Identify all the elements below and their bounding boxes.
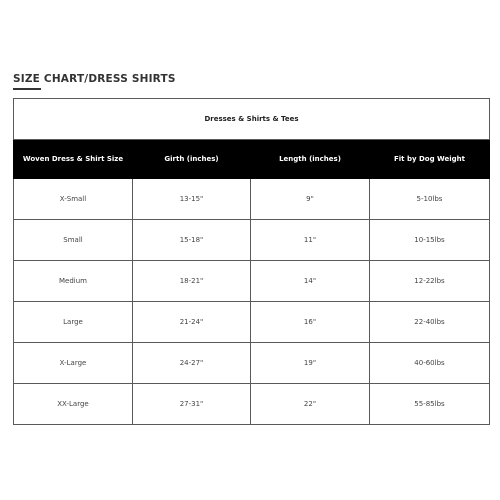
girth-cell: 27-31" (133, 384, 251, 425)
length-cell: 16" (251, 302, 370, 343)
length-cell: 14" (251, 261, 370, 302)
table-row (14, 261, 490, 302)
size-cell: Large (14, 302, 133, 343)
weight-cell: 40-60lbs (370, 343, 490, 384)
weight-cell: 12-22lbs (370, 261, 490, 302)
page-title: SIZE CHART/DRESS SHIRTS (13, 73, 176, 85)
weight-cell: 10-15lbs (370, 220, 490, 261)
weight-cell: 22-40lbs (370, 302, 490, 343)
table-header-row (14, 140, 490, 179)
table-row (14, 179, 490, 220)
girth-cell: 13-15" (133, 179, 251, 220)
table-row (14, 220, 490, 261)
weight-cell: 55-85lbs (370, 384, 490, 425)
size-cell: Medium (14, 261, 133, 302)
length-cell: 22" (251, 384, 370, 425)
column-header-girth: Girth (inches) (133, 140, 251, 179)
girth-cell: 21-24" (133, 302, 251, 343)
girth-cell: 15-18" (133, 220, 251, 261)
column-header-length: Length (inches) (251, 140, 370, 179)
girth-cell: 18-21" (133, 261, 251, 302)
title-underline (13, 88, 41, 90)
column-header-weight: Fit by Dog Weight (370, 140, 490, 179)
table-row (14, 302, 490, 343)
column-header-size: Woven Dress & Shirt Size (14, 140, 133, 179)
length-cell: 11" (251, 220, 370, 261)
table-caption: Dresses & Shirts & Tees (14, 99, 490, 140)
size-cell: Small (14, 220, 133, 261)
size-cell: X-Small (14, 179, 133, 220)
weight-cell: 5-10lbs (370, 179, 490, 220)
length-cell: 9" (251, 179, 370, 220)
table-row (14, 343, 490, 384)
size-chart-table (13, 98, 490, 425)
table-caption-row (14, 99, 490, 140)
table-row (14, 384, 490, 425)
size-cell: XX-Large (14, 384, 133, 425)
length-cell: 19" (251, 343, 370, 384)
girth-cell: 24-27" (133, 343, 251, 384)
size-cell: X-Large (14, 343, 133, 384)
